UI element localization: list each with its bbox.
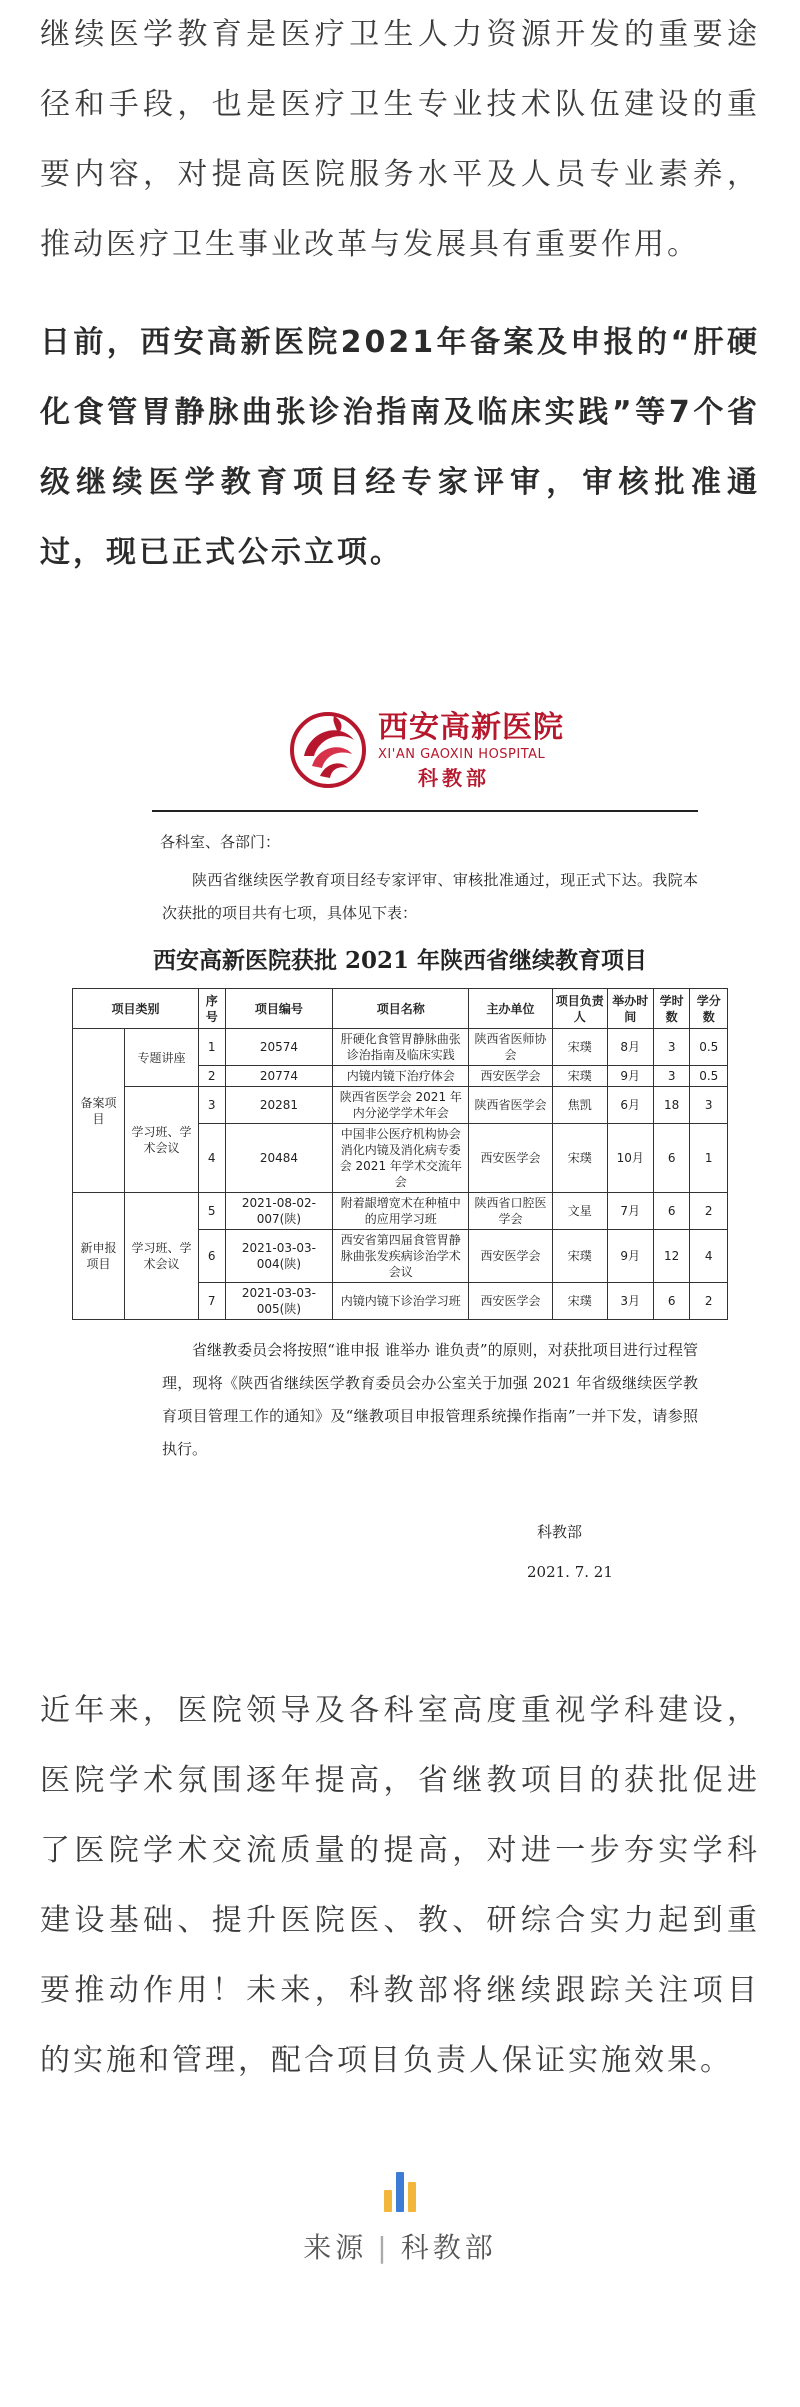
group-registered: 备案项目 [73,1029,125,1193]
subgroup-lecture: 专题讲座 [125,1029,199,1087]
hospital-name-en: XI'AN GAOXIN HOSPITAL [378,747,546,762]
cell-lead: 文星 [552,1193,607,1230]
cell-time: 7月 [607,1193,653,1230]
footer [0,2166,800,2296]
cell-code: 2021-08-02-007(陕) [225,1193,333,1230]
cell-no: 3 [199,1087,226,1124]
subgroup-class-conference: 学习班、学术会议 [125,1087,199,1193]
source-line [0,2226,800,2266]
col-header-code: 项目编号 [225,989,333,1029]
cell-no: 5 [199,1193,226,1230]
cell-name: 内镜内镜下诊治学习班 [333,1283,469,1320]
cell-code: 20574 [225,1029,333,1066]
cell-name: 附着龈增宽术在种植中的应用学习班 [333,1193,469,1230]
projects-table [72,988,728,1320]
cell-code: 2021-03-03-005(陕) [225,1283,333,1320]
source-value: 科教部 [400,2231,497,2264]
col-header-lead: 项目负责人 [552,989,607,1029]
subgroup-class-conference-new: 学习班、学术会议 [125,1193,199,1320]
notice-body: 陕西省继续医学教育项目经专家评审、审核批准通过，现正式下达。我院本次获批的项目共有七项，具体见下表： [162,871,698,922]
cell-credits: 1 [690,1124,728,1193]
col-header-no: 序号 [199,989,226,1029]
notice-document [40,706,760,1584]
article [0,0,800,588]
source-separator: | [377,2231,391,2264]
cell-code: 20484 [225,1124,333,1193]
hospital-logo [284,706,564,792]
cell-host: 陕西省口腔医学会 [469,1193,552,1230]
table-header-row [73,989,728,1029]
table-row [73,1087,728,1124]
cell-host: 西安医学会 [469,1124,552,1193]
cell-credits: 2 [690,1193,728,1230]
signoff-date: 2021. 7. 21 [527,1563,613,1581]
cell-hours: 6 [653,1283,690,1320]
bar-chart-icon-bar [408,2182,416,2212]
cell-hours: 18 [653,1087,690,1124]
cell-no: 1 [199,1029,226,1066]
cell-name: 内镜内镜下治疗体会 [333,1066,469,1087]
cell-time: 8月 [607,1029,653,1066]
cell-code: 2021-03-03-004(陕) [225,1230,333,1283]
bar-chart-icon-bar [396,2172,404,2212]
announcement-paragraph: 日前，西安高新医院2021年备案及申报的“肝硬化食管胃静脉曲张诊治指南及临床实践”等7个省级继续医学教育项目经专家评审，审核批准通过，现已正式公示立项。 [40,325,760,570]
cell-lead: 宋璞 [552,1283,607,1320]
bar-chart-icon-bar [384,2190,392,2212]
col-header-time: 举办时间 [607,989,653,1029]
cell-no: 6 [199,1230,226,1283]
source-label: 来源 [303,2231,368,2264]
salutation: 各科室、各部门： [160,833,281,851]
cell-no: 7 [199,1283,226,1320]
cell-hours: 3 [653,1029,690,1066]
group-new-application: 新申报项目 [73,1193,125,1320]
col-header-host: 主办单位 [469,989,552,1029]
closing-paragraph: 近年来，医院领导及各科室高度重视学科建设，医院学术氛围逐年提高，省继教项目的获批促进了医院学术交流质量的提高，对进一步夯实学科建设基础、提升医院医、教、研综合实力起到重要推动作用！未来，科教部将继续跟踪关注项目的实施和管理，配合项目负责人保证实施效果。 [40,1693,760,2078]
cell-hours: 3 [653,1066,690,1087]
hospital-emblem-icon [284,706,372,792]
table-title: 西安高新医院获批 2021 年陕西省继续教育项目 [152,947,648,974]
cell-lead: 宋璞 [552,1124,607,1193]
cell-name: 肝硬化食管胃静脉曲张诊治指南及临床实践 [333,1029,469,1066]
notice-header [52,706,748,818]
cell-host: 陕西省医师协会 [469,1029,552,1066]
logo-text [378,706,564,792]
cell-credits: 3 [690,1087,728,1124]
cell-host: 西安医学会 [469,1283,552,1320]
cell-time: 6月 [607,1087,653,1124]
cell-host: 陕西省医学会 [469,1087,552,1124]
cell-no: 2 [199,1066,226,1087]
cell-host: 西安医学会 [469,1066,552,1087]
header-divider [152,810,698,812]
cell-credits: 0.5 [690,1029,728,1066]
cell-hours: 6 [653,1193,690,1230]
col-header-name: 项目名称 [333,989,469,1029]
cell-lead: 宋璞 [552,1066,607,1087]
hospital-name-cn: 西安高新医院 [378,710,564,745]
col-header-category: 项目类别 [73,989,199,1029]
cell-code: 20281 [225,1087,333,1124]
cell-hours: 12 [653,1230,690,1283]
cell-name: 陕西省医学会 2021 年内分泌学学术年会 [333,1087,469,1124]
table-row [73,1029,728,1066]
bar-chart-icon [384,2166,416,2212]
department-name: 科教部 [418,766,490,790]
col-header-credits: 学分数 [690,989,728,1029]
cell-credits: 4 [690,1230,728,1283]
article-closing [0,1676,800,2096]
table-row [73,1193,728,1230]
cell-name: 中国非公医疗机构协会消化内镜及消化病专委会 2021 年学术交流年会 [333,1124,469,1193]
signoff-department: 科教部 [537,1523,583,1541]
cell-lead: 焦凯 [552,1087,607,1124]
cell-time: 3月 [607,1283,653,1320]
col-header-hours: 学时数 [653,989,690,1029]
cell-name: 西安省第四届食管胃静脉曲张发疾病诊治学术会议 [333,1230,469,1283]
cell-credits: 0.5 [690,1066,728,1087]
cell-code: 20774 [225,1066,333,1087]
cell-credits: 2 [690,1283,728,1320]
cell-time: 10月 [607,1124,653,1193]
notice-rules: 省继教委员会将按照“谁申报 谁举办 谁负责”的原则，对获批项目进行过程管理，现将《陕西省继续医学教育委员会办公室关于加强 2021 年省级继续医学教育项目管理工作的通知》及“继教项目申报管理系统操作指南”一并下发，请参照执行。 [162,1341,698,1458]
signoff [527,1520,748,1584]
cell-time: 9月 [607,1066,653,1087]
cell-hours: 6 [653,1124,690,1193]
cell-no: 4 [199,1124,226,1193]
cell-lead: 宋璞 [552,1230,607,1283]
cell-lead: 宋璞 [552,1029,607,1066]
intro-paragraph: 继续医学教育是医疗卫生人力资源开发的重要途径和手段，也是医疗卫生专业技术队伍建设的重要内容，对提高医院服务水平及人员专业素养，推动医疗卫生事业改革与发展具有重要作用。 [40,17,760,262]
cell-host: 西安医学会 [469,1230,552,1283]
cell-time: 9月 [607,1230,653,1283]
